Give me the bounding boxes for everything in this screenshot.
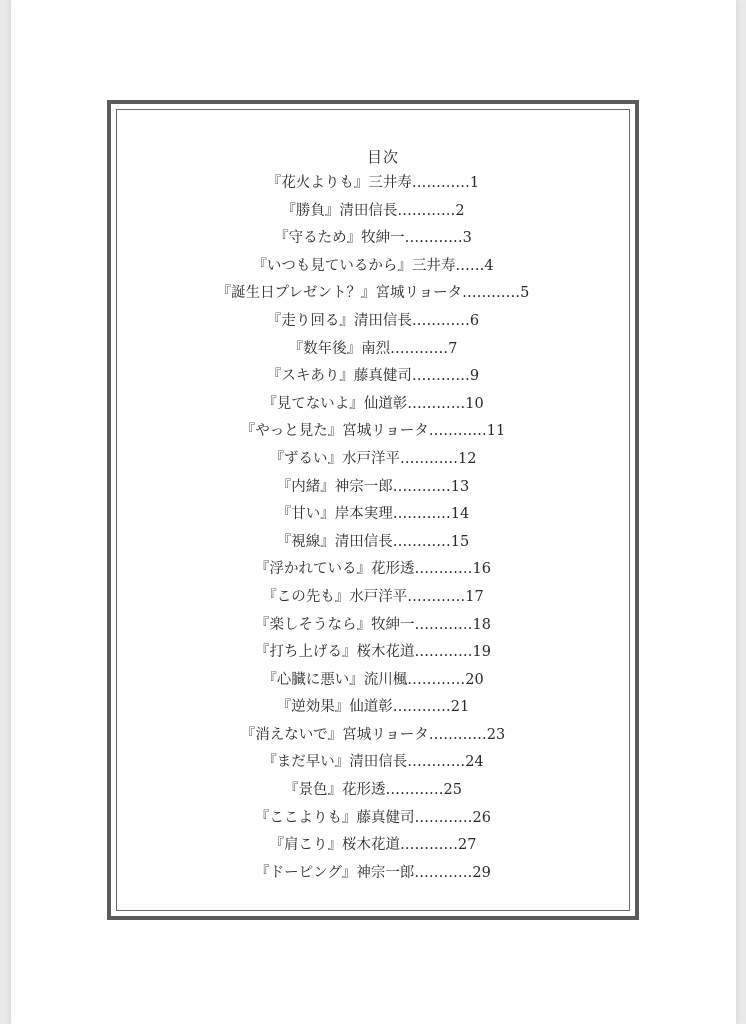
toc-entry: 『楽しそうなら』牧紳一…………18 bbox=[255, 616, 491, 633]
toc-entry: 『まだ早い』清田信長…………24 bbox=[262, 754, 484, 771]
toc-entry: 『守るため』牧紳一…………3 bbox=[274, 230, 472, 247]
toc-entry: 『スキあり』藤真健司…………9 bbox=[266, 368, 480, 385]
toc-entry: 『浮かれている』花形透…………16 bbox=[255, 561, 491, 578]
toc-entry: 『甘い』岸本実理…………14 bbox=[276, 506, 470, 523]
toc-entry: 『心臓に悪い』流川楓…………20 bbox=[262, 671, 484, 688]
toc-entry: 『逆効果』仙道彰…………21 bbox=[276, 699, 470, 716]
toc-entry: 『花火よりも』三井寿…………1 bbox=[266, 175, 480, 191]
toc-entry: 『ここよりも』藤真健司…………26 bbox=[255, 809, 491, 826]
toc-list bbox=[0, 170, 746, 887]
toc-entry: 『ずるい』水戸洋平…………12 bbox=[269, 450, 477, 467]
toc-entry: 『視線』清田信長…………15 bbox=[276, 533, 470, 550]
toc-entry: 『走り回る』清田信長…………6 bbox=[266, 312, 480, 329]
toc-entry: 『見てないよ』仙道彰…………10 bbox=[262, 395, 484, 412]
table-of-contents bbox=[0, 144, 746, 887]
toc-entry: 『内緒』神宗一郎…………13 bbox=[276, 478, 470, 495]
toc-title: 目次 bbox=[366, 148, 399, 166]
toc-entry: 『この先も』水戸洋平…………17 bbox=[262, 588, 484, 605]
toc-entry: 『勝負』清田信長…………2 bbox=[281, 202, 465, 219]
toc-entry: 『誕生日プレゼント？』宮城リョータ…………5 bbox=[216, 285, 530, 302]
toc-entry: 『ドーピング』神宗一郎…………29 bbox=[255, 864, 491, 881]
toc-entry: 『やっと見た』宮城リョータ…………11 bbox=[240, 423, 506, 440]
toc-entry: 『いつも見ているから』三井寿……4 bbox=[252, 257, 494, 274]
toc-entry: 『消えないで』宮城リョータ…………23 bbox=[240, 726, 506, 743]
toc-entry: 『数年後』南烈…………7 bbox=[288, 340, 458, 357]
toc-entry: 『打ち上げる』桜木花道…………19 bbox=[255, 644, 491, 661]
toc-entry: 『肩こり』桜木花道…………27 bbox=[269, 837, 477, 854]
toc-entry: 『景色』花形透…………25 bbox=[284, 782, 462, 799]
